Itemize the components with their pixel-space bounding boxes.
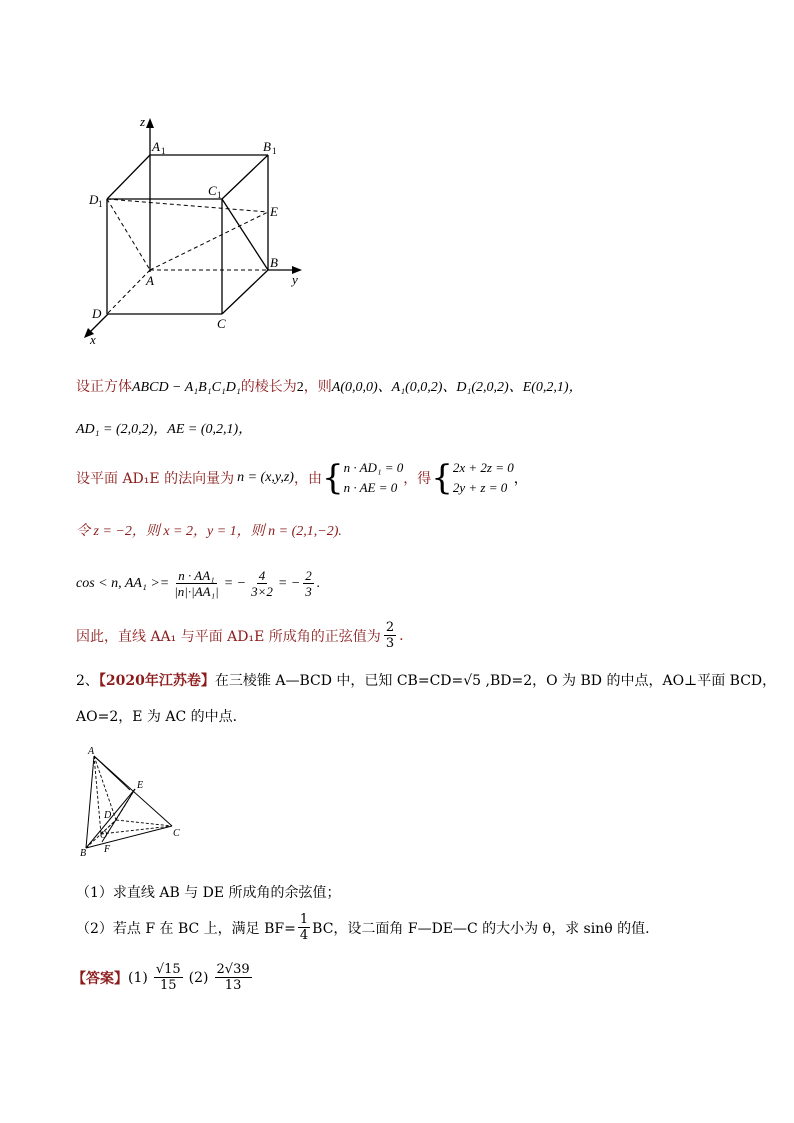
tet-label-C: C — [173, 828, 180, 839]
setup-line: 设正方体ABCD − A₁B₁C₁D₁的棱长为2，则A(0,0,0)、A₁(0,0,2)、D₁(2,0,2)、E(0,2,1)， — [76, 379, 583, 395]
let-line: 令 z = −2，则 x = 2，y = 1，则 n = (2,1,−2). — [76, 524, 342, 539]
label-C1: C — [208, 183, 217, 198]
label-z: z — [140, 114, 146, 129]
tet-label-F: F — [104, 844, 111, 855]
answer-line: 【答案】 (1) $\frac{√15}{15}$ (2) $\frac{2√39}{13}$ — [72, 962, 250, 993]
label-D1: D — [89, 192, 99, 207]
conclusion-line: 因此，直线 AA₁ 与平面 AD₁E 所成角的正弦值为 $\frac{2}{3}$ . — [76, 620, 404, 651]
question-2: （2）若点 F 在 BC 上，满足 BF= $\frac{1}{4}$ BC，设二面角 F—DE—C 的大小为 θ，求 sinθ 的值. — [76, 912, 650, 943]
tet-label-D: D — [104, 810, 112, 821]
tetrahedron-figure — [80, 742, 190, 860]
tet-label-B: B — [80, 848, 87, 859]
label-x: x — [90, 332, 96, 347]
label-y: y — [292, 272, 298, 287]
label-D: D — [92, 306, 102, 321]
label-A: A — [146, 273, 154, 288]
tet-label-A: A — [88, 746, 95, 757]
problem2-line2: AO=2，E 为 AC 的中点． — [76, 709, 247, 725]
question-1: （1）求直线 AB 与 DE 所成角的余弦值； — [76, 885, 341, 901]
svg-text:1: 1 — [161, 146, 166, 156]
cube-figure — [80, 110, 320, 350]
cos-line: cos < n, AA₁ >= $\frac{\text{n · AA₁}}{\text{|n|·|AA₁|}}$ = − $\frac{4}{3\times 2}$ = − $\frac{2}{3}$ . — [76, 568, 321, 599]
vectors-line: AD₁ = (2,0,2)，AE = (0,2,1)， — [76, 422, 253, 437]
svg-text:1: 1 — [272, 146, 277, 156]
svg-text:1: 1 — [98, 199, 103, 209]
label-B1: B — [263, 139, 271, 154]
problem2-line1: 2、【2020年江苏卷】在三棱锥 A—BCD 中，已知 CB=CD=√5 ,BD=2，O 为 BD 的中点，AO⊥平面 BCD， — [76, 673, 777, 689]
tet-label-O: O — [100, 830, 108, 841]
label-C: C — [217, 316, 226, 331]
label-A1: A — [152, 139, 160, 154]
label-E: E — [270, 204, 278, 219]
tet-label-E: E — [137, 780, 144, 791]
normal-line: 设平面 AD₁E 的法向量为 n = (x,y,z) ，由 { n · AD₁ = 0 n · AE = 0 ，得 { 2x + 2z = 0 2y + z = 0 ， — [76, 458, 528, 498]
svg-text:1: 1 — [217, 190, 222, 200]
label-B: B — [270, 255, 278, 270]
